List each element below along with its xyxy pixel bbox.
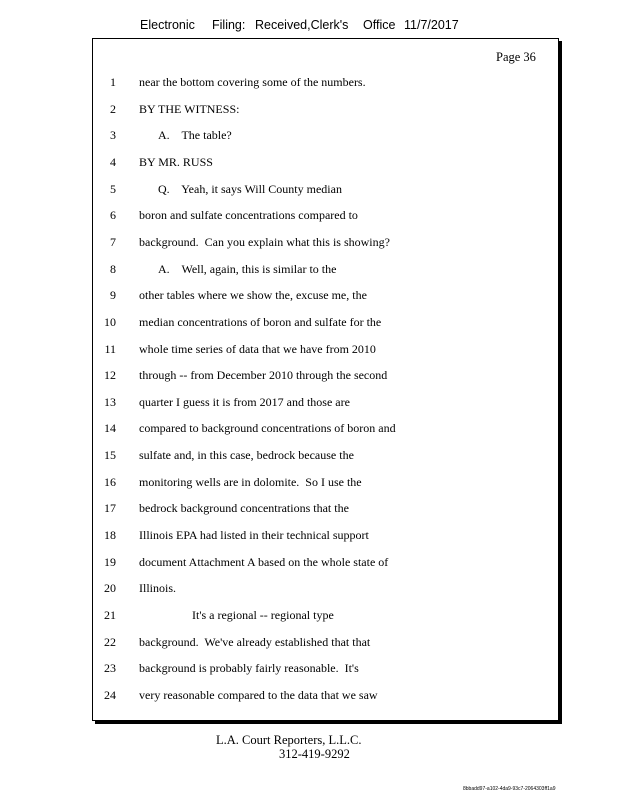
transcript-line bbox=[0, 74, 618, 90]
transcript-line bbox=[0, 154, 618, 170]
line-text: median concentrations of boron and sulfate for the bbox=[139, 315, 382, 329]
line-number: 12 bbox=[104, 368, 116, 382]
page-number: Page 36 bbox=[496, 50, 536, 64]
transcript-line bbox=[0, 367, 618, 383]
line-text: through -- from December 2010 through the second bbox=[139, 368, 388, 382]
transcript-line bbox=[0, 580, 618, 596]
line-text: boron and sulfate concentrations compared to bbox=[139, 208, 358, 222]
transcript-line bbox=[0, 687, 618, 703]
transcript-line bbox=[0, 181, 618, 197]
line-number: 24 bbox=[104, 688, 116, 702]
line-number: 17 bbox=[104, 501, 116, 515]
header-received: Received,Clerk's bbox=[255, 18, 349, 32]
line-text: quarter I guess it is from 2017 and those are bbox=[139, 395, 350, 409]
header-filing: Filing: bbox=[212, 18, 246, 32]
document-hash: 8bbadd97-a102-4da9-93c7-2064303ff1a9 bbox=[463, 786, 556, 792]
line-number: 5 bbox=[110, 182, 116, 196]
line-number: 15 bbox=[104, 448, 116, 462]
line-number: 4 bbox=[110, 155, 116, 169]
transcript-line bbox=[0, 314, 618, 330]
header-electronic: Electronic bbox=[140, 18, 195, 32]
transcript-line bbox=[0, 447, 618, 463]
transcript-line bbox=[0, 527, 618, 543]
transcript-line bbox=[0, 554, 618, 570]
line-text: very reasonable compared to the data that we saw bbox=[139, 688, 378, 702]
transcript-line bbox=[0, 287, 618, 303]
line-number: 18 bbox=[104, 528, 116, 542]
line-text: whole time series of data that we have from 2010 bbox=[139, 342, 376, 356]
line-number: 21 bbox=[104, 608, 116, 622]
line-number: 1 bbox=[110, 75, 116, 89]
line-text: background is probably fairly reasonable. It's bbox=[139, 661, 359, 675]
header-date: 11/7/2017 bbox=[404, 18, 459, 32]
line-text: sulfate and, in this case, bedrock because the bbox=[139, 448, 354, 462]
line-number: 13 bbox=[104, 395, 116, 409]
transcript-line bbox=[0, 127, 618, 143]
line-number: 19 bbox=[104, 555, 116, 569]
line-number: 22 bbox=[104, 635, 116, 649]
line-text: bedrock background concentrations that the bbox=[139, 501, 349, 515]
line-number: 23 bbox=[104, 661, 116, 675]
line-text: It's a regional -- regional type bbox=[192, 608, 334, 622]
transcript-line bbox=[0, 341, 618, 357]
line-text: background. Can you explain what this is showing? bbox=[139, 235, 390, 249]
line-text: BY THE WITNESS: bbox=[139, 102, 240, 116]
line-number: 2 bbox=[110, 102, 116, 116]
transcript-line bbox=[0, 634, 618, 650]
line-number: 11 bbox=[104, 342, 116, 356]
line-number: 14 bbox=[104, 421, 116, 435]
line-text: Q. Yeah, it says Will County median bbox=[158, 182, 342, 196]
line-text: compared to background concentrations of boron and bbox=[139, 421, 396, 435]
line-number: 6 bbox=[110, 208, 116, 222]
transcript-line bbox=[0, 101, 618, 117]
transcript-line bbox=[0, 607, 618, 623]
line-text: near the bottom covering some of the numbers. bbox=[139, 75, 366, 89]
line-text: A. Well, again, this is similar to the bbox=[158, 262, 337, 276]
line-text: document Attachment A based on the whole state of bbox=[139, 555, 389, 569]
line-text: Illinois. bbox=[139, 581, 177, 595]
transcript-line bbox=[0, 500, 618, 516]
line-number: 9 bbox=[110, 288, 116, 302]
line-number: 8 bbox=[110, 262, 116, 276]
transcript-line bbox=[0, 234, 618, 250]
line-text: background. We've already established that that bbox=[139, 635, 371, 649]
transcript-line bbox=[0, 261, 618, 277]
transcript-line bbox=[0, 660, 618, 676]
line-text: other tables where we show the, excuse me, the bbox=[139, 288, 367, 302]
header-office: Office bbox=[363, 18, 396, 32]
line-text: Illinois EPA had listed in their technical support bbox=[139, 528, 369, 542]
line-text: BY MR. RUSS bbox=[139, 155, 213, 169]
line-text: A. The table? bbox=[158, 128, 232, 142]
transcript-line bbox=[0, 420, 618, 436]
line-text: monitoring wells are in dolomite. So I use the bbox=[139, 475, 362, 489]
transcript-line bbox=[0, 207, 618, 223]
line-number: 10 bbox=[104, 315, 116, 329]
line-number: 16 bbox=[104, 475, 116, 489]
transcript-line bbox=[0, 474, 618, 490]
line-number: 7 bbox=[110, 235, 116, 249]
line-number: 3 bbox=[110, 128, 116, 142]
line-number: 20 bbox=[104, 581, 116, 595]
transcript-line bbox=[0, 394, 618, 410]
